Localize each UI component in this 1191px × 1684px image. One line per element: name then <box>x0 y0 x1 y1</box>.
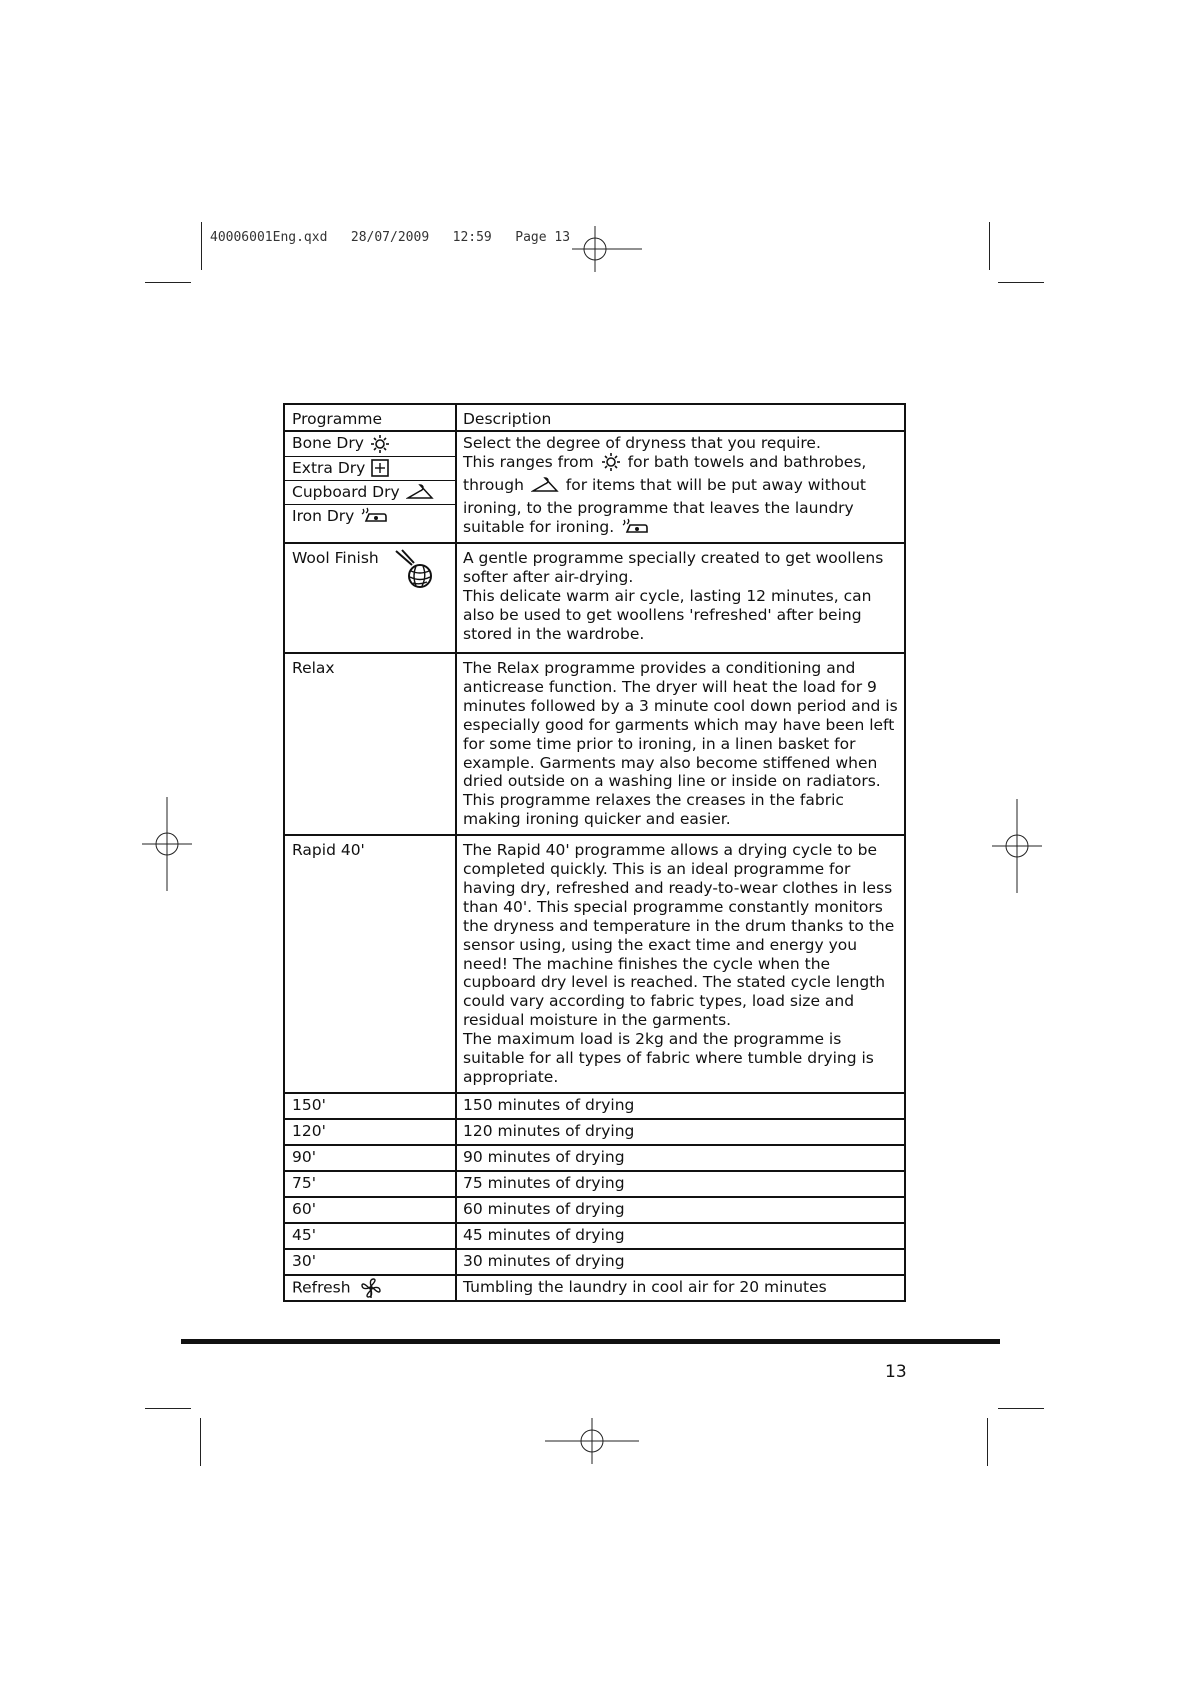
print-slug: 40006001Eng.qxd 28/07/2009 12:59 Page 13 <box>210 230 571 245</box>
registration-mark-top <box>572 226 642 272</box>
programme-iron-dry: Iron Dry <box>285 504 455 528</box>
refresh-description: Tumbling the laundry in cool air for 20 minutes <box>463 1277 827 1296</box>
sun-icon <box>370 435 390 453</box>
iron-icon <box>621 518 649 541</box>
registration-mark-bottom <box>545 1418 639 1464</box>
registration-mark-right <box>992 799 1042 893</box>
programme-timed-description: 75 minutes of drying <box>463 1173 625 1192</box>
programme-timed-description: 30 minutes of drying <box>463 1251 625 1270</box>
registration-mark-left <box>142 797 192 891</box>
extra-dry-icon <box>371 459 389 477</box>
table-row <box>285 1092 904 1118</box>
page-number: 13 <box>885 1362 907 1382</box>
header-description: Description <box>463 410 552 428</box>
hanger-icon <box>406 483 434 501</box>
crop-mark <box>998 282 1044 283</box>
crop-mark <box>987 1418 988 1466</box>
fan-icon <box>359 1278 383 1298</box>
programme-timed-label: 75' <box>285 1172 457 1196</box>
programme-timed-label: 90' <box>285 1146 457 1170</box>
crop-mark <box>145 1408 191 1409</box>
table-row <box>285 1222 904 1248</box>
hanger-icon <box>531 476 559 499</box>
table-row-refresh <box>285 1274 904 1300</box>
programme-timed-description: 45 minutes of drying <box>463 1225 625 1244</box>
table-row-relax <box>285 652 904 834</box>
programme-timed-description: 120 minutes of drying <box>463 1121 635 1140</box>
table-row <box>285 1118 904 1144</box>
wool-finish-description: A gentle programme specially created to get woollens softer after air-drying. This delicate warm air cycle, lasting 12 minutes, can also be used to get woollens 'refreshed' after being stored in the wardrobe. <box>463 549 884 644</box>
programme-cupboard-dry: Cupboard Dry <box>285 480 455 504</box>
programme-timed-description: 150 minutes of drying <box>463 1095 635 1114</box>
crop-mark <box>989 222 990 270</box>
crop-mark <box>200 1418 201 1466</box>
dryness-description: Select the degree of dryness that you require. This ranges from for bath towels and bathrobes, through for items that will be put away without ironing, to the programme that leaves the laundry suitable for ironing. <box>457 432 904 543</box>
programme-table <box>283 403 906 1302</box>
programme-wool-finish: Wool Finish <box>285 544 457 652</box>
crop-mark <box>145 282 191 283</box>
programme-relax: Relax <box>285 654 457 834</box>
rapid-40-description: The Rapid 40' programme allows a drying cycle to be completed quickly. This is an ideal programme for having dry, refreshed and ready-to-wear clothes in less than 40'. This special programme constantly monitors the dryness and temperature in the drum thanks to the sensor using, using the exact time and energy you need! The machine finishes the cycle when the cupboard dry level is reached. The stated cycle length could vary according to fabric types, load size and residual moisture in the garments. The maximum load is 2kg and the programme is suitable for all types of fabric where tumble drying is appropriate. <box>463 841 895 1086</box>
programme-timed-description: 90 minutes of drying <box>463 1147 625 1166</box>
crop-mark <box>201 222 202 270</box>
programme-extra-dry: Extra Dry <box>285 456 455 480</box>
table-row-dryness <box>285 430 904 543</box>
table-row <box>285 1196 904 1222</box>
wool-ball-icon <box>394 549 434 589</box>
programme-timed-label: 150' <box>285 1094 457 1118</box>
programme-refresh: Refresh <box>285 1276 457 1300</box>
table-row-rapid-40 <box>285 834 904 1092</box>
table-row-wool-finish <box>285 542 904 652</box>
programme-timed-label: 60' <box>285 1198 457 1222</box>
iron-icon <box>360 507 388 525</box>
programme-timed-label: 30' <box>285 1250 457 1274</box>
dryness-levels <box>285 432 457 543</box>
programme-timed-description: 60 minutes of drying <box>463 1199 625 1218</box>
programme-rapid-40: Rapid 40' <box>285 836 457 1092</box>
table-row <box>285 1248 904 1274</box>
relax-description: The Relax programme provides a conditioning and anticrease function. The dryer will heat the load for 9 minutes followed by a 3 minute cool down period and is especially good for garments which may have been left for some time prior to ironing, in a linen basket for example. Garments may also become stiffened when dried outside on a washing line or inside on radiators. This programme relaxes the creases in the fabric making ironing quicker and easier. <box>463 658 898 829</box>
crop-mark <box>998 1408 1044 1409</box>
table-row <box>285 1170 904 1196</box>
table-header-row <box>285 405 904 430</box>
programme-timed-label: 45' <box>285 1224 457 1248</box>
header-programme: Programme <box>285 405 457 430</box>
programme-timed-label: 120' <box>285 1120 457 1144</box>
sun-icon <box>601 453 621 476</box>
footer-rule <box>181 1339 1000 1344</box>
programme-bone-dry: Bone Dry <box>285 432 455 456</box>
table-row <box>285 1144 904 1170</box>
